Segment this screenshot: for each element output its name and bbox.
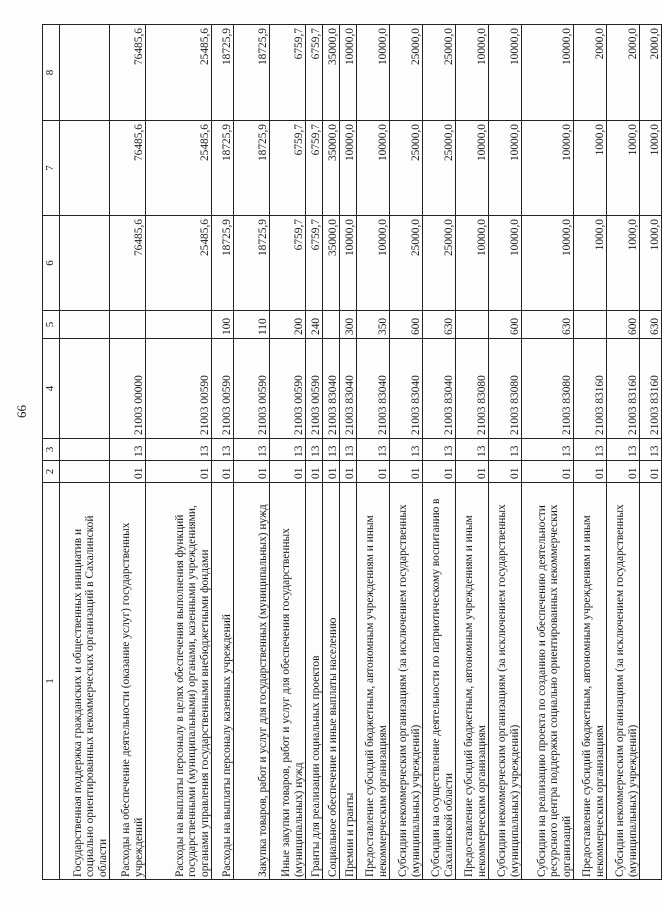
amount-cell: 10000,0 <box>340 121 357 216</box>
target-article-cell: 21003 00590 <box>234 339 270 439</box>
row-name-cell: Субсидии на осуществление деятельности по патриотическому воспитанию в Сахалинской области <box>423 483 456 880</box>
expense-type-cell: 110 <box>234 311 270 339</box>
row-name-cell: Премии и гранты <box>340 483 357 880</box>
target-article-cell: 21003 00590 <box>306 339 323 439</box>
amount-cell <box>60 121 110 216</box>
table-row <box>234 25 270 880</box>
amount-cell: 25000,0 <box>423 121 456 216</box>
amount-cell: 1000,0 <box>574 121 607 216</box>
section-code-cell: 01 <box>423 461 456 483</box>
row-name-cell: Расходы на выплаты персоналу в целях обеспечения выполнения функций государственными (муниципальными) органами, казенными учреждениями, органами управления государственными внебюджетными фондами <box>146 483 212 880</box>
amount-cell: 35000,0 <box>323 25 340 121</box>
amount-cell: 6759,7 <box>306 25 323 121</box>
target-article-cell: 21003 83040 <box>357 339 390 439</box>
row-name-cell: Субсидии некоммерческим организациям (за исключением государственных (муниципальных) учреждений) <box>390 483 423 880</box>
subsection-code-cell: 13 <box>146 439 212 461</box>
section-code-cell: 01 <box>146 461 212 483</box>
table-row <box>640 25 662 880</box>
section-code-cell: 01 <box>522 461 574 483</box>
target-article-cell: 21003 83040 <box>390 339 423 439</box>
target-article-cell: 21003 83040 <box>323 339 340 439</box>
amount-cell: 10000,0 <box>522 121 574 216</box>
section-code-cell: 01 <box>574 461 607 483</box>
amount-cell: 10000,0 <box>456 216 489 311</box>
header-cell: 2 <box>43 461 60 483</box>
header-cell: 1 <box>43 483 60 880</box>
amount-cell: 6759,7 <box>306 216 323 311</box>
amount-cell: 18725,9 <box>234 121 270 216</box>
amount-cell: 18725,9 <box>234 216 270 311</box>
target-article-cell: 21003 83040 <box>423 339 456 439</box>
subsection-code-cell: 13 <box>607 439 640 461</box>
amount-cell <box>60 216 110 311</box>
expense-type-cell: 630 <box>640 311 662 339</box>
table-row <box>270 25 306 880</box>
amount-cell: 10000,0 <box>489 121 522 216</box>
amount-cell: 76485,6 <box>110 216 146 311</box>
expense-type-cell: 100 <box>212 311 234 339</box>
amount-cell: 25485,6 <box>146 216 212 311</box>
row-name-cell: Предоставление субсидий бюджетным, автономным учреждениям и иным некоммерческим организациям <box>574 483 607 880</box>
header-cell: 4 <box>43 339 60 439</box>
table-row <box>522 25 574 880</box>
table-row <box>212 25 234 880</box>
row-name-cell: Предоставление субсидий бюджетным, автономным учреждениям и иным некоммерческим организациям <box>357 483 390 880</box>
amount-cell: 35000,0 <box>323 216 340 311</box>
table-row <box>323 25 340 880</box>
section-code-cell <box>60 461 110 483</box>
section-code-cell: 01 <box>340 461 357 483</box>
amount-cell: 18725,9 <box>212 216 234 311</box>
subsection-code-cell: 13 <box>340 439 357 461</box>
section-code-cell: 01 <box>640 461 662 483</box>
subsection-code-cell: 13 <box>306 439 323 461</box>
rotated-table-frame <box>42 25 661 880</box>
expense-type-cell: 200 <box>270 311 306 339</box>
target-article-cell: 21003 83160 <box>574 339 607 439</box>
section-code-cell: 01 <box>390 461 423 483</box>
row-name-cell: Государственная поддержка гражданских и общественных инициатив и социально ориентированных некоммерческих организаций в Сахалинской области <box>60 483 110 880</box>
table-row <box>357 25 390 880</box>
amount-cell: 25000,0 <box>390 25 423 121</box>
section-code-cell: 01 <box>489 461 522 483</box>
target-article-cell: 21003 00590 <box>212 339 234 439</box>
amount-cell: 2000,0 <box>640 25 662 121</box>
amount-cell: 25000,0 <box>423 25 456 121</box>
amount-cell: 1000,0 <box>640 216 662 311</box>
subsection-code-cell: 13 <box>489 439 522 461</box>
expense-type-cell: 600 <box>390 311 423 339</box>
table-row <box>60 25 110 880</box>
expense-type-cell: 240 <box>306 311 323 339</box>
target-article-cell: 21003 83040 <box>340 339 357 439</box>
amount-cell: 2000,0 <box>574 25 607 121</box>
amount-cell: 10000,0 <box>357 121 390 216</box>
section-code-cell: 01 <box>110 461 146 483</box>
target-article-cell: 21003 83080 <box>522 339 574 439</box>
subsection-code-cell: 13 <box>522 439 574 461</box>
amount-cell: 18725,9 <box>212 121 234 216</box>
section-code-cell: 01 <box>306 461 323 483</box>
amount-cell: 25000,0 <box>390 121 423 216</box>
table-row <box>456 25 489 880</box>
amount-cell: 35000,0 <box>323 121 340 216</box>
section-code-cell: 01 <box>234 461 270 483</box>
table-row <box>110 25 146 880</box>
subsection-code-cell: 13 <box>574 439 607 461</box>
table-row <box>340 25 357 880</box>
target-article-cell: 21003 00000 <box>110 339 146 439</box>
section-code-cell: 01 <box>357 461 390 483</box>
row-name-cell: Субсидии на реализацию проекта по созданию и обеспечению деятельности ресурсного центра поддержки социально ориентированных некоммерческих организаций <box>522 483 574 880</box>
target-article-cell: 21003 83080 <box>456 339 489 439</box>
expense-type-cell <box>574 311 607 339</box>
section-code-cell: 01 <box>607 461 640 483</box>
target-article-cell: 21003 83160 <box>640 339 662 439</box>
section-code-cell: 01 <box>270 461 306 483</box>
table-row <box>146 25 212 880</box>
amount-cell: 10000,0 <box>357 25 390 121</box>
row-name-cell: Субсидии некоммерческим организациям (за исключением государственных (муниципальных) учреждений) <box>489 483 522 880</box>
expense-type-cell: 600 <box>489 311 522 339</box>
row-name-cell: Социальное обеспечение и иные выплаты населению <box>323 483 340 880</box>
row-name-cell: Иные закупки товаров, работ и услуг для обеспечения государственных (муниципальных) нужд <box>270 483 306 880</box>
section-code-cell: 01 <box>456 461 489 483</box>
expense-type-cell: 630 <box>423 311 456 339</box>
subsection-code-cell: 13 <box>212 439 234 461</box>
subsection-code-cell: 13 <box>270 439 306 461</box>
amount-cell: 1000,0 <box>574 216 607 311</box>
row-name-cell: Закупка товаров, работ и услуг для государственных (муниципальных) нужд <box>234 483 270 880</box>
expense-type-cell <box>146 311 212 339</box>
amount-cell: 2000,0 <box>607 25 640 121</box>
amount-cell: 1000,0 <box>640 121 662 216</box>
subsection-code-cell: 13 <box>640 439 662 461</box>
amount-cell: 18725,9 <box>234 25 270 121</box>
table-row <box>423 25 456 880</box>
subsection-code-cell: 13 <box>234 439 270 461</box>
subsection-code-cell: 13 <box>323 439 340 461</box>
subsection-code-cell: 13 <box>390 439 423 461</box>
subsection-code-cell: 13 <box>357 439 390 461</box>
expense-type-cell: 350 <box>357 311 390 339</box>
expense-type-cell <box>456 311 489 339</box>
amount-cell: 25485,6 <box>146 25 212 121</box>
table-row <box>306 25 323 880</box>
target-article-cell <box>60 339 110 439</box>
expense-type-cell: 630 <box>522 311 574 339</box>
row-name-cell: Гранты для реализации социальных проектов <box>306 483 323 880</box>
subsection-code-cell: 13 <box>110 439 146 461</box>
amount-cell: 1000,0 <box>607 121 640 216</box>
amount-cell: 1000,0 <box>607 216 640 311</box>
amount-cell: 18725,9 <box>212 25 234 121</box>
target-article-cell: 21003 83080 <box>489 339 522 439</box>
amount-cell: 25000,0 <box>423 216 456 311</box>
header-cell: 3 <box>43 439 60 461</box>
subsection-code-cell: 13 <box>456 439 489 461</box>
amount-cell: 10000,0 <box>489 216 522 311</box>
amount-cell: 25000,0 <box>390 216 423 311</box>
amount-cell: 10000,0 <box>489 25 522 121</box>
expense-type-cell <box>60 311 110 339</box>
header-cell: 5 <box>43 311 60 339</box>
amount-cell: 76485,6 <box>110 121 146 216</box>
amount-cell: 76485,6 <box>110 25 146 121</box>
target-article-cell: 21003 00590 <box>146 339 212 439</box>
expense-type-cell: 600 <box>607 311 640 339</box>
header-cell: 6 <box>43 216 60 311</box>
amount-cell: 25485,6 <box>146 121 212 216</box>
amount-cell <box>60 25 110 121</box>
amount-cell: 6759,7 <box>270 216 306 311</box>
subsection-code-cell: 13 <box>423 439 456 461</box>
row-name-cell <box>640 483 662 880</box>
row-name-cell: Расходы на обеспечение деятельности (оказание услуг) государственных учреждений <box>110 483 146 880</box>
header-row <box>43 25 60 880</box>
table-row <box>489 25 522 880</box>
table-row <box>607 25 640 880</box>
target-article-cell: 21003 00590 <box>270 339 306 439</box>
section-code-cell: 01 <box>212 461 234 483</box>
amount-cell: 10000,0 <box>456 121 489 216</box>
section-code-cell: 01 <box>323 461 340 483</box>
amount-cell: 6759,7 <box>270 25 306 121</box>
budget-table <box>42 24 662 880</box>
table-row <box>390 25 423 880</box>
page-number: 66 <box>14 405 29 418</box>
amount-cell: 10000,0 <box>340 216 357 311</box>
amount-cell: 10000,0 <box>340 25 357 121</box>
row-name-cell: Расходы на выплаты персоналу казенных учреждений <box>212 483 234 880</box>
expense-type-cell <box>110 311 146 339</box>
amount-cell: 6759,7 <box>270 121 306 216</box>
header-cell: 7 <box>43 121 60 216</box>
amount-cell: 10000,0 <box>456 25 489 121</box>
target-article-cell: 21003 83160 <box>607 339 640 439</box>
expense-type-cell <box>323 311 340 339</box>
row-name-cell: Предоставление субсидий бюджетным, автономным учреждениям и иным некоммерческим организациям <box>456 483 489 880</box>
expense-type-cell: 300 <box>340 311 357 339</box>
header-cell: 8 <box>43 25 60 121</box>
amount-cell: 6759,7 <box>306 121 323 216</box>
subsection-code-cell <box>60 439 110 461</box>
table-row <box>574 25 607 880</box>
amount-cell: 10000,0 <box>522 216 574 311</box>
amount-cell: 10000,0 <box>522 25 574 121</box>
row-name-cell: Субсидии некоммерческим организациям (за исключением государственных (муниципальных) учреждений) <box>607 483 640 880</box>
amount-cell: 10000,0 <box>357 216 390 311</box>
